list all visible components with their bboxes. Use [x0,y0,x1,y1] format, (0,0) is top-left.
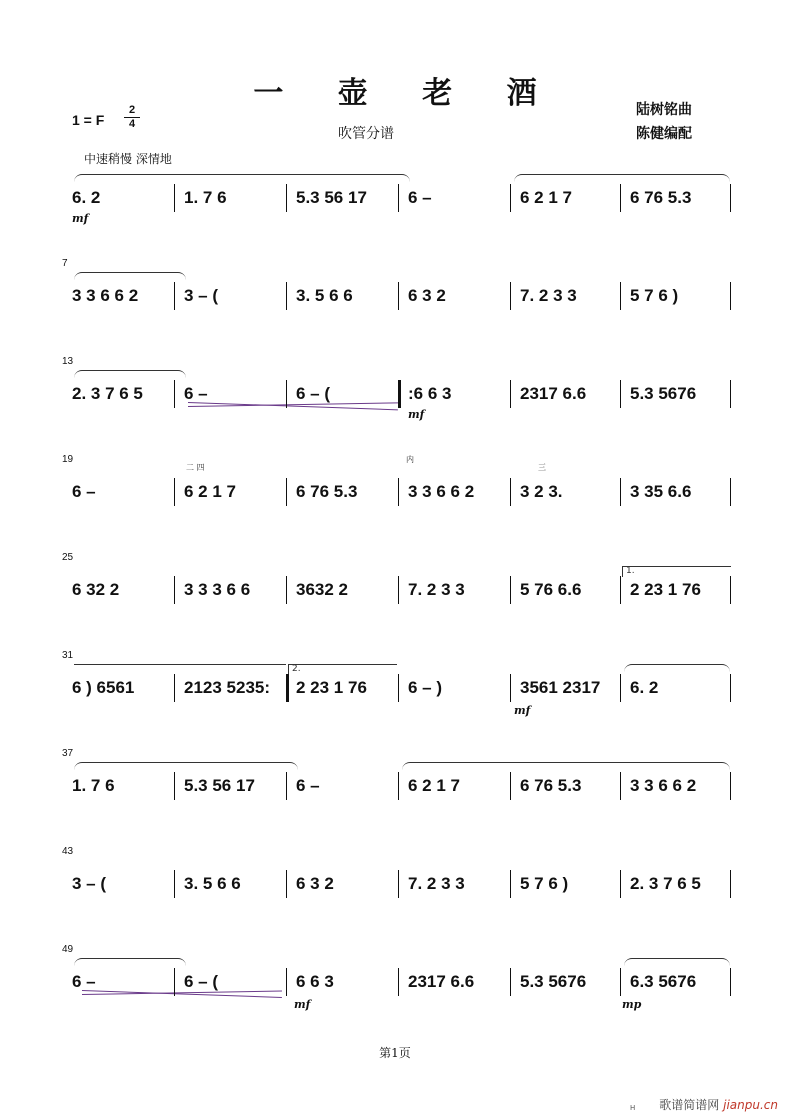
measure: 7. 2 3 3 [408,580,465,599]
system-8 [62,846,732,906]
measure: 2317 6.6 [520,384,587,403]
measure-number: 25 [62,552,74,563]
measure: 5 7 6 ) [520,874,569,893]
page-number: 第1页 [379,1046,411,1060]
measure: 6 6 3 [296,972,334,991]
fingering-mark: 二 四 [186,463,205,472]
barline [730,184,731,212]
barline [730,772,731,800]
measure: 6 3 2 [408,286,446,305]
system-3 [62,356,732,421]
measure: 6 – [72,482,96,501]
barline [730,870,731,898]
measure: 6.3 5676 [630,972,697,991]
tempo-marking: 中速稍慢 深情地 [84,152,172,166]
barline [730,674,731,702]
measure: 5 7 6 ) [630,286,679,305]
measure: :6 6 3 [408,384,452,403]
page-title: 一 壶 老 酒 [253,76,559,111]
measure: 2 23 1 76 [630,580,701,599]
measure: 2. 3 7 6 5 [72,384,143,403]
measure: 2317 6.6 [408,972,475,991]
barline [730,576,731,604]
measure: 5 76 6.6 [520,580,582,599]
volta-label: 1. [626,566,635,576]
measure: 3 3 6 6 2 [408,482,475,501]
measure: 1. 7 6 [72,776,115,795]
measure: 5.3 5676 [520,972,587,991]
dynamic-mf: mf [72,212,89,225]
measure: 6 ) 6561 [72,678,135,697]
corner-mark: H [630,1104,636,1112]
time-signature-bottom: 4 [124,117,140,131]
measure: 6 – ) [408,678,443,697]
measure: 6 3 2 [296,874,334,893]
measure: 2123 5235: [184,678,271,697]
measure: 7. 2 3 3 [520,286,577,305]
measure: 6 32 2 [72,580,120,599]
barline [730,380,731,408]
system-5 [62,552,732,612]
barline [730,478,731,506]
measure: 1. 7 6 [184,188,227,207]
measure: 6 – [296,776,320,795]
watermark-site: jianpu.cn [723,1098,778,1112]
measure-number: 43 [62,846,74,857]
arranger: 陈健编配 [636,126,692,142]
system-1 [62,180,732,225]
system-2 [62,258,732,318]
measure: 5.3 56 17 [184,776,255,795]
fingering-mark: 三 [538,463,546,472]
measure-number: 19 [62,454,74,465]
measure: 6 2 1 7 [520,188,572,207]
key-signature: 1 = F [72,112,105,128]
measure: 3 3 3 6 6 [184,580,251,599]
credits [636,98,692,146]
time-signature [124,104,140,131]
dynamic-mf: mf [408,408,425,421]
subtitle: 吹管分谱 [338,126,394,142]
measure: 6 – [408,188,432,207]
measure: 7. 2 3 3 [408,874,465,893]
measure: 6 2 1 7 [184,482,236,501]
measure: 6 – ( [296,384,331,403]
system-9 [62,944,732,1011]
dynamic-mp: mp [622,998,642,1011]
measure: 3. 5 6 6 [296,286,353,305]
measure: 5.3 5676 [630,384,697,403]
measure: 3 3 6 6 2 [72,286,139,305]
measure-number: 37 [62,748,74,759]
measure-number: 7 [62,258,68,269]
volta-label: 2. [292,664,301,674]
dynamic-mf: mf [514,704,531,717]
barline [730,968,731,996]
measure: 3632 2 [296,580,348,599]
measure-number: 31 [62,650,74,661]
measure: 3 3 6 6 2 [630,776,697,795]
dynamic-mf: mf [294,998,311,1011]
system-7 [62,748,732,808]
measure: 3 – ( [184,286,219,305]
measure: 3 – ( [72,874,107,893]
system-6 [62,650,732,717]
measure-number: 49 [62,944,74,955]
measure: 6 76 5.3 [296,482,358,501]
fingering-mark: 内 [406,455,414,464]
site-watermark [659,1096,778,1113]
measure: 6 – ( [184,972,219,991]
measure: 3 2 3. [520,482,563,501]
watermark-prefix: 歌谱简谱网 [659,1098,720,1112]
measure-number: 13 [62,356,74,367]
time-signature-top: 2 [128,104,136,116]
measure: 2. 3 7 6 5 [630,874,701,893]
measure: 3 35 6.6 [630,482,692,501]
composer: 陆树铭曲 [636,102,692,118]
measure: 6 – [72,972,96,991]
measure: 5.3 56 17 [296,188,367,207]
measure: 6 76 5.3 [630,188,692,207]
measure: 3. 5 6 6 [184,874,241,893]
measure: 6. 2 [630,678,659,697]
barline [730,282,731,310]
measure: 2 23 1 76 [296,678,367,697]
measure: 6 2 1 7 [408,776,460,795]
measure: 3561 2317 [520,678,601,697]
measure: 6. 2 [72,188,101,207]
system-4 [62,454,732,514]
measure: 6 – [184,384,208,403]
measure: 6 76 5.3 [520,776,582,795]
